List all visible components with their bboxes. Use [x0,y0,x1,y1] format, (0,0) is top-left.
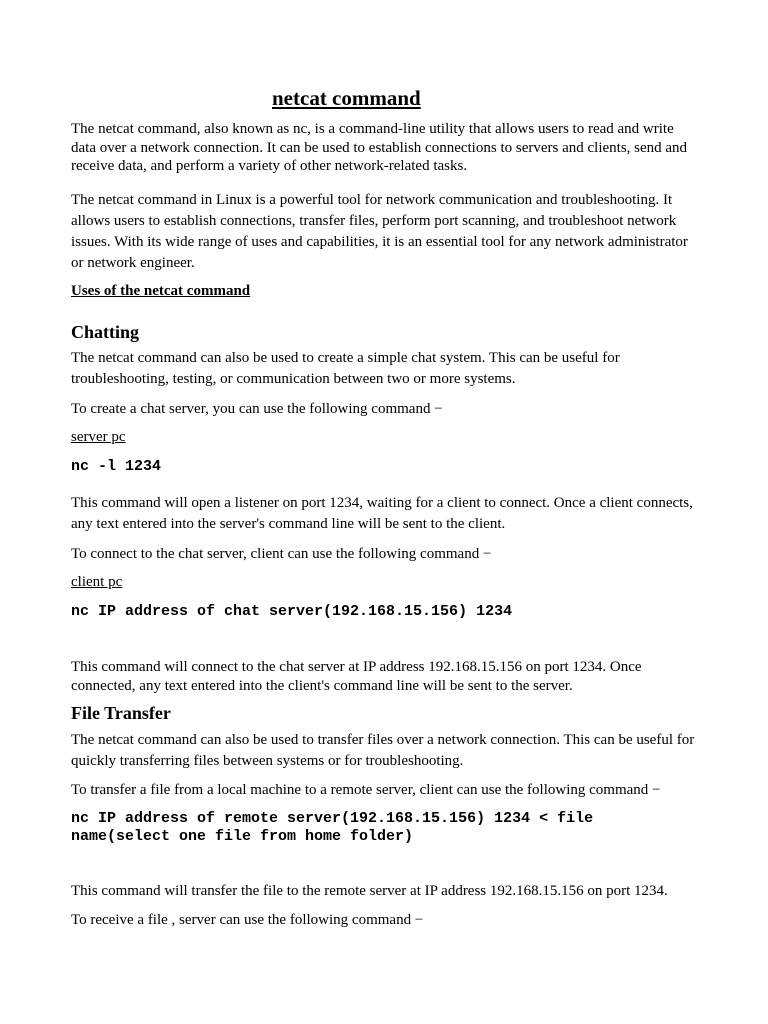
uses-heading: Uses of the netcat command [71,283,251,299]
intro-paragraph-1: The netcat command, also known as nc, is a command-line utility that allows users to read and write data over a network connection. It can be used to establish connections to servers and clients, send and receive data, and perform a variety of other network-related tasks. [71,121,688,174]
file-transfer-paragraph-4: To receive a file , server can use the following command − [71,912,424,928]
chatting-paragraph-3: This command will open a listener on port 1234, waiting for a client to connect. Once a client connects, any text entered into the server's command line will be sent to the client. [71,495,693,532]
server-command: nc -l 1234 [71,458,162,475]
intro-paragraph-2: The netcat command in Linux is a powerful tool for network communication and troubleshooting. It allows users to establish connections, transfer files, perform port scanning, and troubleshoot network issues. With its wide range of uses and capabilities, it is an essential tool for any network administrator or network engineer. [71,192,688,271]
page-title: netcat command [272,86,421,110]
file-transfer-paragraph-2: To transfer a file from a local machine to a remote server, client can use the following command − [71,782,661,798]
client-pc-label: client pc [71,574,123,590]
file-transfer-heading: File Transfer [71,703,171,723]
chatting-paragraph-4: To connect to the chat server, client can use the following command − [71,546,492,562]
chatting-paragraph-5: This command will connect to the chat server at IP address 192.168.15.156 on port 1234. Once connected, any text entered into the client's command line will be sent to the server. [71,659,642,694]
chatting-paragraph-1: The netcat command can also be used to create a simple chat system. This can be useful for troubleshooting, testing, or communication between two or more systems. [71,350,620,387]
file-transfer-paragraph-1: The netcat command can also be used to transfer files over a network connection. This can be useful for quickly transferring files between systems or for troubleshooting. [71,732,695,769]
client-command: nc IP address of chat server(192.168.15.156) 1234 [71,603,513,620]
file-transfer-paragraph-3: This command will transfer the file to the remote server at IP address 192.168.15.156 on port 1234. [71,883,668,899]
chatting-heading: Chatting [71,322,140,342]
chatting-paragraph-2: To create a chat server, you can use the following command − [71,401,443,417]
file-transfer-command: nc IP address of remote server(192.168.15.156) 1234 < file name(select one file from home folder) [71,810,603,845]
server-pc-label: server pc [71,429,126,445]
